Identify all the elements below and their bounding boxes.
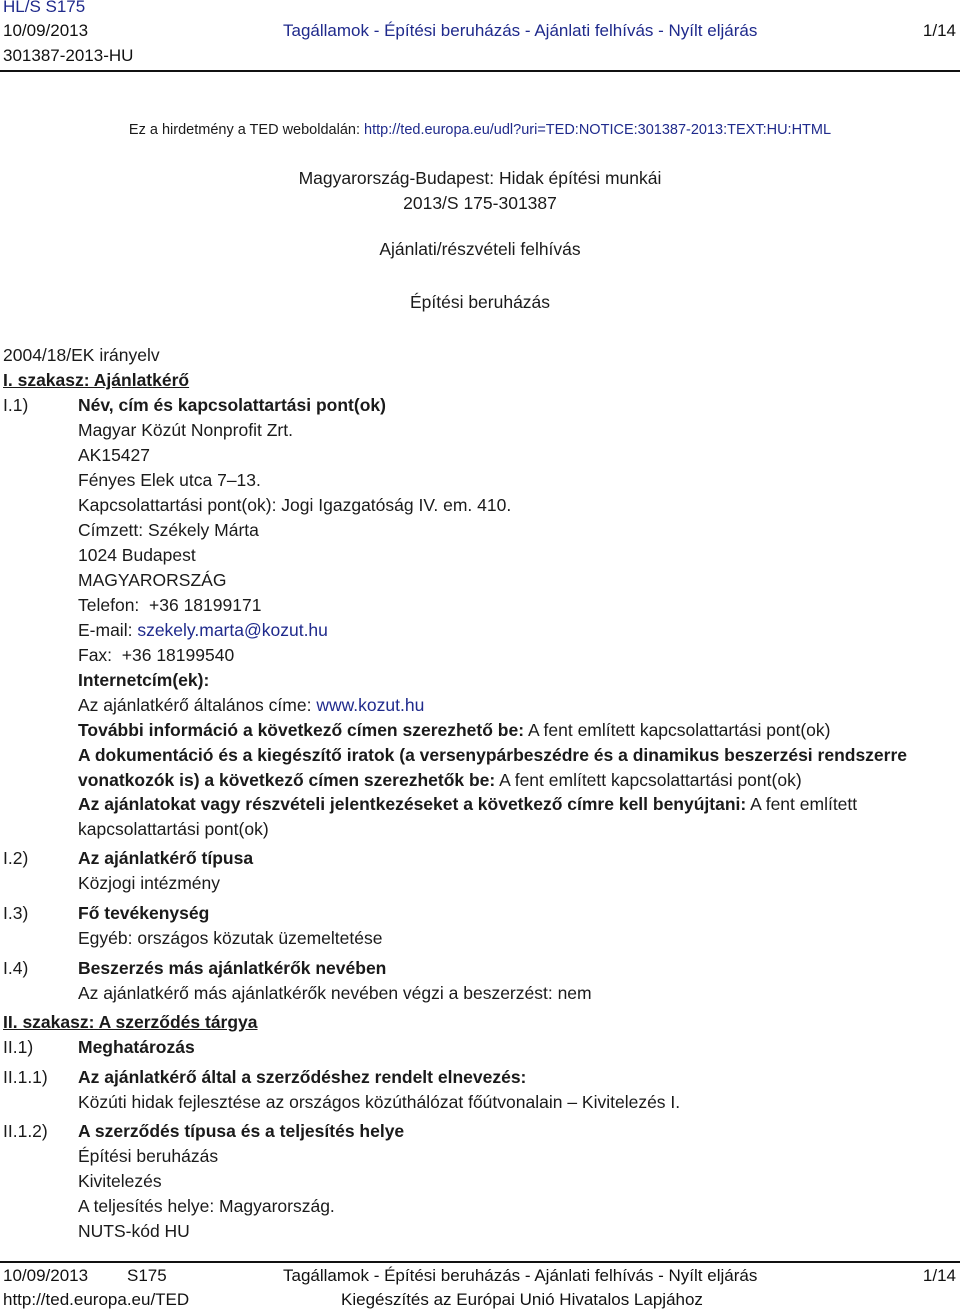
ted-link-label: Ez a hirdetmény a TED weboldalán: xyxy=(128,122,360,138)
header-title: Tagállamok - Építési beruházás - Ajánlati felhívás - Nyílt eljárás xyxy=(283,21,758,40)
fax-label: Fax: xyxy=(78,645,113,665)
general-address-label: Az ajánlatkérő általános címe: xyxy=(78,695,312,715)
email-link[interactable]: szekely.marta@kozut.hu xyxy=(137,620,328,640)
doc-subtype: Építési beruházás xyxy=(409,292,551,312)
general-address-link[interactable]: www.kozut.hu xyxy=(316,695,425,715)
street-address: Fényes Elek utca 7–13. xyxy=(78,470,261,490)
more-info-label: További információ a következő címen szerezhető be: xyxy=(78,720,525,740)
doc-title-line2: 2013/S 175-301387 xyxy=(403,193,557,213)
ted-link[interactable]: http://ted.europa.eu/udl?uri=TED:NOTICE:301387-2013:TEXT:HU:HTML xyxy=(364,122,832,138)
general-address-line xyxy=(78,695,424,716)
i2-title: Az ajánlatkérő típusa xyxy=(78,848,254,868)
i3-value: Egyéb: országos közutak üzemeltetése xyxy=(78,928,383,948)
phone-label: Telefon: xyxy=(78,595,140,615)
footer-rule xyxy=(0,1261,960,1263)
doc-type: Ajánlati/részvételi felhívás xyxy=(379,239,581,259)
i1-number: I.1) xyxy=(3,395,29,415)
header-notice-id: 301387-2013-HU xyxy=(3,46,134,65)
section1-heading: I. szakasz: Ajánlatkérő xyxy=(3,370,190,390)
ii12-line1: Építési beruházás xyxy=(78,1146,219,1166)
i2-number: I.2) xyxy=(3,848,29,868)
footer-date: 10/09/2013 xyxy=(3,1266,89,1285)
header-date: 10/09/2013 xyxy=(3,21,89,40)
fax-line xyxy=(78,645,234,666)
ii1-number: II.1) xyxy=(3,1037,34,1057)
header-rule xyxy=(0,70,960,72)
docs-label-line1: A dokumentáció és a kiegészítő iratok (a versenypárbeszédre és a dinamikus beszerzési rendszerre xyxy=(78,745,908,765)
submit-label: Az ajánlatokat vagy részvételi jelentkezéseket a következő címre kell benyújtani: xyxy=(78,794,747,814)
ii12-line3: A teljesítés helye: Magyarország. xyxy=(78,1196,335,1216)
org-name: Magyar Közút Nonprofit Zrt. xyxy=(78,420,293,440)
contact-point: Kapcsolattartási pont(ok): Jogi Igazgatóság IV. em. 410. xyxy=(78,495,512,515)
submit-value-line2: kapcsolattartási pont(ok) xyxy=(78,819,269,839)
i4-value: Az ajánlatkérő más ajánlatkérők nevében végzi a beszerzést: nem xyxy=(78,983,592,1003)
ii12-line4: NUTS-kód HU xyxy=(78,1221,190,1241)
i3-title: Fő tevékenység xyxy=(78,903,210,923)
email-line xyxy=(78,620,328,641)
ii12-line2: Kivitelezés xyxy=(78,1171,162,1191)
footer-title: Tagállamok - Építési beruházás - Ajánlati felhívás - Nyílt eljárás xyxy=(283,1266,758,1285)
internet-label: Internetcím(ek): xyxy=(78,670,210,690)
footer-supplement: Kiegészítés az Európai Unió Hivatalos Lapjához xyxy=(341,1290,703,1309)
submit-line1 xyxy=(78,794,857,815)
phone-value: +36 18199171 xyxy=(149,595,262,615)
docs-line2 xyxy=(78,770,802,791)
i3-number: I.3) xyxy=(3,903,29,923)
footer-series: S175 xyxy=(127,1266,167,1285)
header-page: 1/14 xyxy=(922,21,956,40)
docs-value: A fent említett kapcsolattartási pont(ok) xyxy=(499,770,802,790)
i1-title: Név, cím és kapcsolattartási pont(ok) xyxy=(78,395,386,415)
email-label: E-mail: xyxy=(78,620,133,640)
footer-url[interactable]: http://ted.europa.eu/TED xyxy=(3,1290,190,1309)
i4-number: I.4) xyxy=(3,958,29,978)
ii12-number: II.1.2) xyxy=(3,1121,48,1141)
country: MAGYARORSZÁG xyxy=(78,570,227,590)
fax-value: +36 18199540 xyxy=(121,645,235,665)
header-ref: HL/S S175 xyxy=(3,0,86,16)
i2-value: Közjogi intézmény xyxy=(78,873,221,893)
ted-link-line xyxy=(0,122,960,138)
submit-value-line1: A fent említett xyxy=(750,794,858,814)
ii11-value: Közúti hidak fejlesztése az országos közúthálózat főútvonalain – Kivitelezés I. xyxy=(78,1092,681,1112)
i4-title: Beszerzés más ajánlatkérők nevében xyxy=(78,958,387,978)
doc-title-line1: Magyarország-Budapest: Hidak építési munkái xyxy=(298,168,662,188)
section2-heading: II. szakasz: A szerződés tárgya xyxy=(3,1012,258,1032)
org-code: AK15427 xyxy=(78,445,151,465)
ii12-title: A szerződés típusa és a teljesítés helye xyxy=(78,1121,405,1141)
docs-label-line2: vonatkozók is) a következő címen szerezhetők be: xyxy=(78,770,496,790)
footer-page: 1/14 xyxy=(922,1266,956,1285)
city: 1024 Budapest xyxy=(78,545,196,565)
more-info-value: A fent említett kapcsolattartási pont(ok) xyxy=(527,720,831,740)
attention: Címzett: Székely Márta xyxy=(78,520,259,540)
ii1-title: Meghatározás xyxy=(78,1037,195,1057)
directive: 2004/18/EK irányelv xyxy=(3,345,160,365)
ii11-title: Az ajánlatkérő által a szerződéshez rendelt elnevezés: xyxy=(78,1067,527,1087)
phone-line xyxy=(78,595,261,616)
ii11-number: II.1.1) xyxy=(3,1067,48,1087)
more-info-line xyxy=(78,720,830,741)
